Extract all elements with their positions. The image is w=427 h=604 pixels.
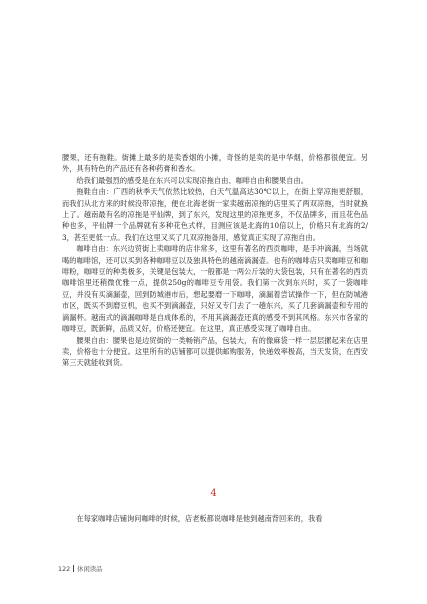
section-number: 4 xyxy=(210,488,217,499)
paragraph-cashew: 腰果自由：腰果也是边贸街的一类畅销产品，包装大，有的像麻袋一样一层层摞起来在店里卖，价格也十分便宜。这里所有的店铺都可以提供邮购服务，快递效率极高，当天发货，在西安第三天就能收到货。 xyxy=(62,335,368,368)
page-number: 122 xyxy=(58,565,71,573)
trailing-text xyxy=(62,513,368,524)
body-text xyxy=(62,152,368,369)
paragraph-continuation: 腰果，还有拖鞋。街摊上最多的是卖香烟的小摊，奇怪的是卖的是中华烟，价格都很便宜。另外，具有特色的产品还有各种药膏和香水。 xyxy=(62,153,368,174)
paragraph-summary: 给我们最强烈的感受是在东兴可以实现凉拖自由、咖啡自由和腰果自由。 xyxy=(76,175,308,185)
page-footer xyxy=(58,565,103,573)
paragraph-coffee: 咖啡自由：东兴边贸街上卖咖啡的店非常多，这里有著名的西贡咖啡，是手冲滴漏，当场就喝的咖啡馆，还可以买到各种咖啡豆以及独具特色的越南滴漏壶。也有的咖啡店只卖咖啡豆和咖啡粉，咖啡豆的种类极多，关键是包装大，一般都是一两公斤装的大袋包装，只有在著名的西贡咖啡馆里还稍微优雅一点，提供250g的咖啡豆专用袋。我们第一次到东兴时，买了一袋咖啡豆，并没有买滴漏壶，回到防城港市后，想起要磨一下咖啡，滴漏着尝试操作一下，但在防城港市区，既买不到磨豆机，也买不到滴漏壶，只好又专门去了一趟东兴，买了几套滴漏壶和专用的滴漏杯。越南式的滴漏咖啡是自成体系的，不用其滴漏壶还真的感受不到其风格。东兴市各家的咖啡豆，既新鲜，品质又好，价格还便宜。在这里，真正感受实现了咖啡自由。 xyxy=(62,244,368,334)
paragraph-trailing: 在每家咖啡店铺询问咖啡的时候，店老板都说咖啡是他到越南背回来的，我看 xyxy=(76,514,323,523)
footer-divider xyxy=(73,565,74,572)
book-title: 休闲读品 xyxy=(77,565,103,573)
paragraph-slippers: 拖鞋自由：广西的秋季天气依然比较热，白天气温高达30℃以上，在街上穿凉拖更舒服，而我们从北方来的时候没带凉拖，便在北海老街一家卖越南凉拖的店里买了两双凉拖，当时就换上了。越南最有名的凉拖是平仙牌，到了东兴，发现这里的凉拖更多，不仅品牌多，而且花色品种也多，平仙牌一个品牌就有多种花色式样，目测应该是北海的10倍以上，价格只有北海的2/3，甚至更低一点。我们在这里又买了几双凉拖备用，感觉真正实现了凉拖自由。 xyxy=(62,187,368,242)
